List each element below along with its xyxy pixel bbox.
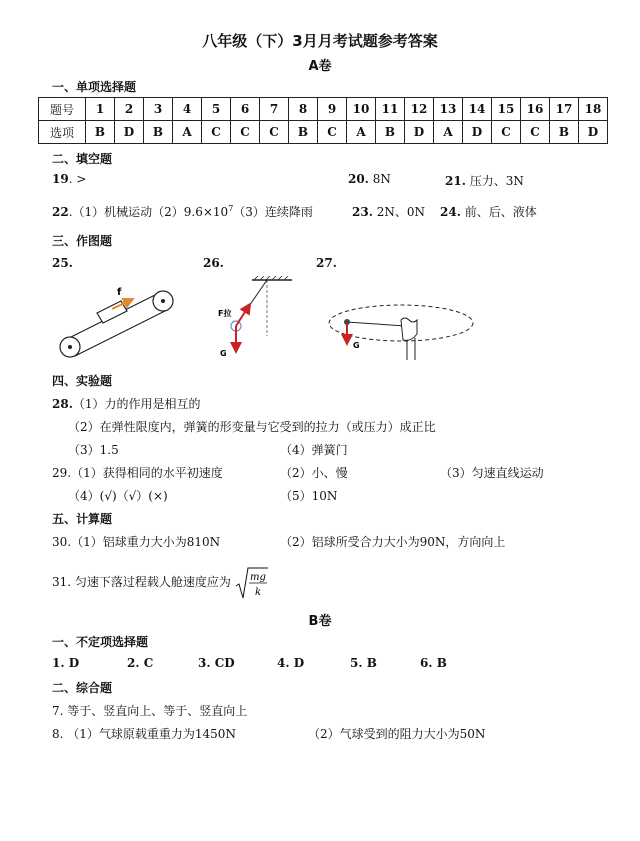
- answer-cell: B: [144, 121, 173, 144]
- question-number-cell: 10: [347, 98, 376, 121]
- q30-answer-2: （2）铝球所受合力大小为90N，方向向上: [280, 535, 506, 549]
- q21-answer: 压力、3N: [469, 174, 524, 188]
- q28-answer-4: （4）弹簧门: [280, 443, 348, 457]
- fraction-denominator: k: [254, 586, 261, 598]
- volume-b-heading: B卷: [308, 614, 332, 629]
- question-number-cell: 1: [86, 98, 115, 121]
- answer-cell: A: [347, 121, 376, 144]
- answer-cell: C: [492, 121, 521, 144]
- answer-cell: D: [115, 121, 144, 144]
- q23-answer: 2N、0N: [376, 205, 425, 219]
- answer-cell: B: [376, 121, 405, 144]
- q24-answer: 前、后、液体: [464, 205, 537, 219]
- q29-answer-3: （3）匀速直线运动: [440, 466, 544, 480]
- question-number-cell: 18: [579, 98, 608, 121]
- answer-cell: C: [521, 121, 550, 144]
- answer-cell: C: [231, 121, 260, 144]
- section-comprehensive: 二、综合题: [52, 681, 113, 695]
- question-number-row: [39, 98, 608, 121]
- question-number-cell: 7: [260, 98, 289, 121]
- q23: [352, 203, 425, 220]
- q28-line1: [52, 395, 201, 412]
- question-number-cell: 17: [550, 98, 579, 121]
- q29-answer-1: 29.（1）获得相同的水平初速度: [52, 466, 223, 480]
- row-label-answer: 选项: [39, 121, 86, 144]
- answer-row: [39, 121, 608, 144]
- q19: [52, 172, 86, 186]
- q28-answer-1: （1）力的作用是相互的: [72, 397, 201, 411]
- circular-motion-figure: [325, 296, 475, 364]
- question-number-cell: 3: [144, 98, 173, 121]
- question-number-cell: 6: [231, 98, 260, 121]
- section-single-choice: 一、单项选择题: [52, 80, 137, 94]
- b-answer-3: 3. CD: [198, 656, 235, 670]
- b-q8-answer-1: 8. （1）气球原载重重力为1450N: [52, 727, 236, 741]
- gravity-label: G: [220, 349, 227, 358]
- q31: [52, 565, 269, 599]
- q20-number: 20.: [348, 172, 369, 186]
- q28-answer-2: （2）在弹性限度内，弹簧的形变量与它受到的拉力（或压力）成正比: [68, 420, 436, 434]
- question-number-cell: 4: [173, 98, 202, 121]
- q29-answer-2: （2）小、慢: [280, 466, 348, 480]
- question-number-cell: 16: [521, 98, 550, 121]
- question-number-cell: 15: [492, 98, 521, 121]
- answer-cell: B: [289, 121, 318, 144]
- question-number-cell: 11: [376, 98, 405, 121]
- b-answer-4: 4. D: [277, 656, 305, 670]
- question-number-cell: 8: [289, 98, 318, 121]
- volume-a-heading: A卷: [308, 59, 332, 74]
- section-calculation: 五、计算题: [52, 512, 113, 526]
- answer-cell: C: [318, 121, 347, 144]
- q19-answer: . >: [68, 172, 87, 186]
- answer-cell: D: [463, 121, 492, 144]
- q20-answer: 8N: [372, 172, 391, 186]
- q30-answer-1: 30.（1）铝球重力大小为810N: [52, 535, 221, 549]
- question-number-cell: 13: [434, 98, 463, 121]
- answer-cell: D: [579, 121, 608, 144]
- answer-cell: B: [550, 121, 579, 144]
- q26-number: 26.: [203, 256, 224, 270]
- q22-exponent: 7: [228, 204, 234, 213]
- sqrt-fraction: [235, 566, 269, 600]
- answer-cell: A: [173, 121, 202, 144]
- friction-label: f: [117, 287, 122, 298]
- section-fill-blank: 二、填空题: [52, 152, 113, 166]
- conveyor-belt-figure: [55, 278, 185, 363]
- answer-cell: D: [405, 121, 434, 144]
- q28-answer-3: （3）1.5: [68, 443, 119, 457]
- section-experiment: 四、实验题: [52, 374, 113, 388]
- section-multi-choice: 一、不定项选择题: [52, 635, 149, 649]
- q22-number: 22: [52, 205, 69, 219]
- section-drawing: 三、作图题: [52, 234, 113, 248]
- q29-answer-5: （5）10N: [280, 489, 338, 503]
- q24-number: 24.: [440, 205, 461, 219]
- question-number-cell: 12: [405, 98, 434, 121]
- q22: [52, 203, 313, 220]
- question-number-cell: 2: [115, 98, 144, 121]
- b-answer-6: 6. B: [420, 656, 447, 670]
- question-number-cell: 14: [463, 98, 492, 121]
- b-q8-answer-2: （2）气球受到的阻力大小为50N: [308, 727, 486, 741]
- q22-answer-a: .（1）机械运动（2）9.6×10: [68, 205, 229, 219]
- fraction-numerator: mg: [249, 571, 266, 583]
- answer-cell: C: [202, 121, 231, 144]
- q27-number: 27.: [316, 256, 337, 270]
- answer-cell: B: [86, 121, 115, 144]
- question-number-cell: 5: [202, 98, 231, 121]
- gravity-label-27: G: [353, 341, 360, 350]
- answer-table: [38, 97, 608, 144]
- q22-answer-b: （3）连续降雨: [233, 205, 313, 219]
- q25-number: 25.: [52, 256, 73, 270]
- answer-cell: A: [434, 121, 463, 144]
- b-answer-2: 2. C: [127, 656, 154, 670]
- question-number-cell: 9: [318, 98, 347, 121]
- answer-cell: C: [260, 121, 289, 144]
- q19-number: 19: [52, 172, 69, 186]
- q29-answer-4: （4）(√)（√）(×): [68, 489, 168, 503]
- b-answer-5: 5. B: [350, 656, 377, 670]
- q31-text: 31. 匀速下落过程载人舱速度应为: [52, 575, 231, 589]
- q21: [445, 172, 524, 189]
- b-q7-answer: 7. 等于、竖直向上、等于、竖直向上: [52, 704, 248, 718]
- q21-number: 21.: [445, 174, 466, 188]
- q24: [440, 203, 537, 220]
- tension-label: F拉: [218, 309, 232, 318]
- pendulum-figure: [212, 276, 302, 361]
- q20: [348, 172, 391, 186]
- q23-number: 23.: [352, 205, 373, 219]
- row-label-question: 题号: [39, 98, 86, 121]
- b-answer-1: 1. D: [52, 656, 80, 670]
- q28-number: 28.: [52, 397, 73, 411]
- page-title: 八年级（下）3月月考试题参考答案: [202, 32, 438, 50]
